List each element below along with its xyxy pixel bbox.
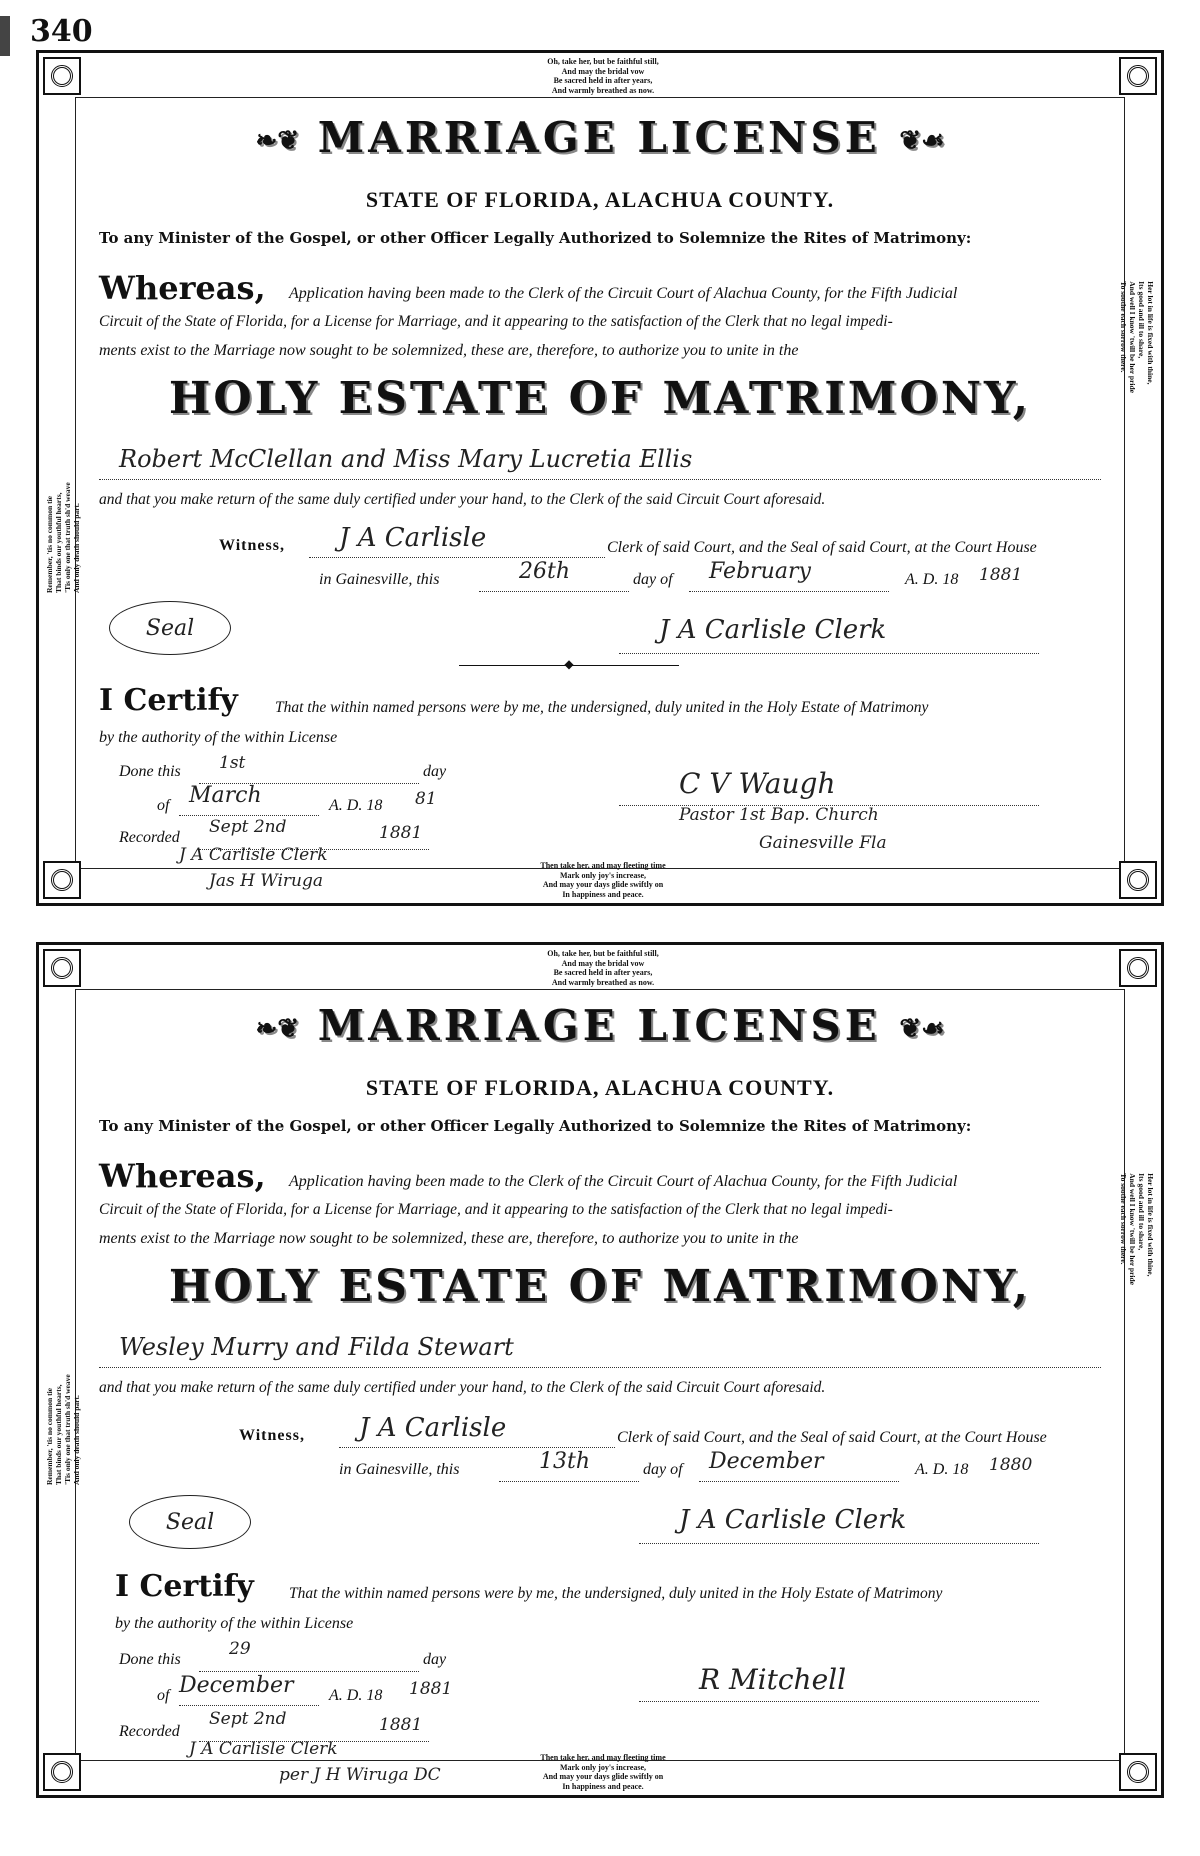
corner-ornament-icon: [43, 949, 81, 987]
state-line: STATE OF FLORIDA, ALACHUA COUNTY.: [365, 187, 835, 212]
poem-top: Oh, take her, but be faithful still, And may the bridal vow Be sacred held in after years, And warmly breathed as now.: [547, 57, 659, 95]
license-year: 1880: [989, 1455, 1033, 1475]
done-year: 81: [415, 789, 437, 809]
done-this-label: Done this: [119, 1651, 181, 1668]
done-month: December: [179, 1673, 294, 1698]
witness-signature: J A Carlisle: [339, 523, 487, 553]
recorded-clerk: J A Carlisle Clerk: [179, 845, 328, 865]
recorded-clerk: J A Carlisle Clerk: [189, 1739, 338, 1759]
couple-names: Wesley Murry and Filda Stewart: [119, 1333, 514, 1361]
recorded-label: Recorded: [119, 829, 180, 846]
corner-ornament-icon: [1119, 1753, 1157, 1791]
done-day: 1st: [219, 753, 246, 773]
month-line: [689, 591, 889, 592]
done-month-line: [179, 815, 319, 816]
page-edge-mark: [0, 16, 10, 56]
whereas-line-3: ments exist to the Marriage now sought to be solemnized, these are, therefore, to authorize you to unite in the: [99, 1230, 799, 1247]
corner-ornament-icon: [1119, 949, 1157, 987]
done-year: 1881: [409, 1679, 453, 1699]
couple-names: Robert McClellan and Miss Mary Lucretia Ellis: [119, 445, 693, 473]
in-gainesville-label: in Gainesville, this: [319, 571, 440, 588]
whereas-line-2: Circuit of the State of Florida, for a License for Marriage, and it appearing to the satisfaction of the Clerk that no legal impedi-: [99, 313, 893, 330]
seal-mark: Seal: [129, 1495, 251, 1549]
certify-heading: I Certify: [115, 1569, 254, 1604]
done-month-line: [179, 1705, 319, 1706]
recorded-year: 1881: [379, 1715, 423, 1735]
done-ad-label: A. D. 18: [329, 797, 383, 814]
return-line: and that you make return of the same duly certified under your hand, to the Clerk of the said Circuit Court aforesaid.: [99, 491, 826, 508]
scroll-ornament-icon: ❦☙: [899, 1014, 945, 1044]
poem-left: Remember, 'tis no common tie That binds our youthful hearts, 'Tis only one that truth sh'd weave And only death should part.: [45, 482, 81, 593]
day-line: [499, 1481, 639, 1482]
whereas-line-1: Application having been made to the Clerk of the Circuit Court of Alachua County, for the Fifth Judicial: [289, 1173, 958, 1190]
scroll-ornament-icon: ❧❦: [255, 126, 300, 156]
names-line: [99, 1367, 1101, 1368]
names-line: [99, 479, 1101, 480]
marriage-license-1: [36, 50, 1164, 906]
recorded-date: Sept 2nd: [209, 1709, 287, 1729]
clerk-signature-line: [619, 653, 1039, 654]
clerk-signature: J A Carlisle Clerk: [659, 615, 887, 645]
done-this-label: Done this: [119, 763, 181, 780]
of-label: of: [157, 1687, 170, 1704]
minister-line: [639, 1701, 1039, 1702]
certify-heading: I Certify: [99, 683, 238, 718]
holy-estate-heading: HOLY ESTATE OF MATRIMONY,: [168, 373, 1032, 424]
certify-line-2: by the authority of the within License: [115, 1615, 354, 1632]
whereas-heading: Whereas,: [99, 269, 266, 307]
marriage-license-2: [36, 942, 1164, 1798]
minister-signature: R Mitchell: [699, 1663, 847, 1696]
license-month: December: [709, 1449, 824, 1474]
done-day: 29: [229, 1639, 251, 1659]
return-line: and that you make return of the same duly certified under your hand, to the Clerk of the said Circuit Court aforesaid.: [99, 1379, 826, 1396]
recorded-label: Recorded: [119, 1723, 180, 1740]
minister-signature: C V Waugh: [679, 767, 836, 800]
witness-signature: J A Carlisle: [359, 1413, 507, 1443]
day-of-label: day of: [643, 1461, 683, 1478]
state-line: STATE OF FLORIDA, ALACHUA COUNTY.: [365, 1075, 835, 1100]
clerk-signature-line: [639, 1543, 1039, 1544]
license-title: ❧❦ MARRIAGE LICENSE ❦☙: [255, 113, 945, 162]
license-day: 26th: [519, 559, 571, 584]
certify-text: That the within named persons were by me, the undersigned, duly united in the Holy Estate of Matrimony: [275, 699, 929, 716]
corner-ornament-icon: [1119, 861, 1157, 899]
recorded-deputy: Jas H Wiruga: [209, 871, 324, 891]
day-of-label: day of: [633, 571, 673, 588]
poem-left: Remember, 'tis no common tie That binds our youthful hearts, 'Tis only one that truth sh'd weave And only death should part.: [45, 1374, 81, 1485]
ad-label: A. D. 18: [905, 571, 959, 588]
witness-label: Witness,: [239, 1427, 305, 1444]
done-month: March: [189, 783, 262, 808]
clerk-text: Clerk of said Court, and the Seal of said Court, at the Court House: [607, 539, 1037, 556]
poem-top: Oh, take her, but be faithful still, And may the bridal vow Be sacred held in after years, And warmly breathed as now.: [547, 949, 659, 987]
day-line: [479, 591, 629, 592]
scroll-ornament-icon: ❧❦: [255, 1014, 300, 1044]
done-day-suffix: day: [423, 1651, 447, 1668]
month-line: [699, 1481, 899, 1482]
in-gainesville-label: in Gainesville, this: [339, 1461, 460, 1478]
certify-line-2: by the authority of the within License: [99, 729, 338, 746]
section-divider: [459, 665, 679, 666]
witness-line: [339, 1447, 615, 1448]
witness-label: Witness,: [219, 537, 285, 554]
page-number: 340: [30, 14, 93, 49]
seal-mark: Seal: [109, 601, 231, 655]
poem-right: Her lot in life is fixed with thine, Its good and ill to share, And well I know 'twill be her pride To soothe each sorrow there.: [1119, 281, 1155, 393]
whereas-line-3: ments exist to the Marriage now sought to be solemnized, these are, therefore, to authorize you to unite in the: [99, 342, 799, 359]
done-ad-label: A. D. 18: [329, 1687, 383, 1704]
done-day-suffix: day: [423, 763, 447, 780]
whereas-line-2: Circuit of the State of Florida, for a License for Marriage, and it appearing to the satisfaction of the Clerk that no legal impedi-: [99, 1201, 893, 1218]
poem-right: Her lot in life is fixed with thine, Its good and ill to share, And well I know 'twill be her pride To soothe each sorrow there.: [1119, 1173, 1155, 1285]
poem-bottom: Then take her, and may fleeting time Mark only joy's increase, And may your days glide swiftly on In happiness and peace.: [540, 861, 666, 899]
recorded-date: Sept 2nd: [209, 817, 287, 837]
recorded-deputy: per J H Wiruga DC: [279, 1765, 441, 1785]
clerk-text: Clerk of said Court, and the Seal of said Court, at the Court House: [617, 1429, 1047, 1446]
whereas-heading: Whereas,: [99, 1157, 266, 1195]
minister-place: Gainesville Fla: [759, 833, 887, 853]
recorded-year: 1881: [379, 823, 423, 843]
holy-estate-heading: HOLY ESTATE OF MATRIMONY,: [168, 1261, 1032, 1312]
witness-line: [309, 557, 605, 558]
address-line: To any Minister of the Gospel, or other Officer Legally Authorized to Solemnize the Rites of Matrimony:: [99, 229, 972, 247]
clerk-signature: J A Carlisle Clerk: [679, 1505, 907, 1535]
license-title: ❧❦ MARRIAGE LICENSE ❦☙: [255, 1001, 945, 1050]
corner-ornament-icon: [43, 1753, 81, 1791]
corner-ornament-icon: [1119, 57, 1157, 95]
poem-bottom: Then take her, and may fleeting time Mark only joy's increase, And may your days glide swiftly on In happiness and peace.: [540, 1753, 666, 1791]
of-label: of: [157, 797, 170, 814]
ad-label: A. D. 18: [915, 1461, 969, 1478]
scroll-ornament-icon: ❦☙: [899, 126, 945, 156]
certify-text: That the within named persons were by me, the undersigned, duly united in the Holy Estate of Matrimony: [289, 1585, 943, 1602]
corner-ornament-icon: [43, 861, 81, 899]
license-year: 1881: [979, 565, 1023, 585]
corner-ornament-icon: [43, 57, 81, 95]
license-day: 13th: [539, 1449, 591, 1474]
whereas-line-1: Application having been made to the Clerk of the Circuit Court of Alachua County, for the Fifth Judicial: [289, 285, 958, 302]
done-day-line: [199, 1671, 419, 1672]
address-line: To any Minister of the Gospel, or other Officer Legally Authorized to Solemnize the Rites of Matrimony:: [99, 1117, 972, 1135]
license-month: February: [709, 559, 811, 584]
minister-title: Pastor 1st Bap. Church: [679, 805, 879, 825]
